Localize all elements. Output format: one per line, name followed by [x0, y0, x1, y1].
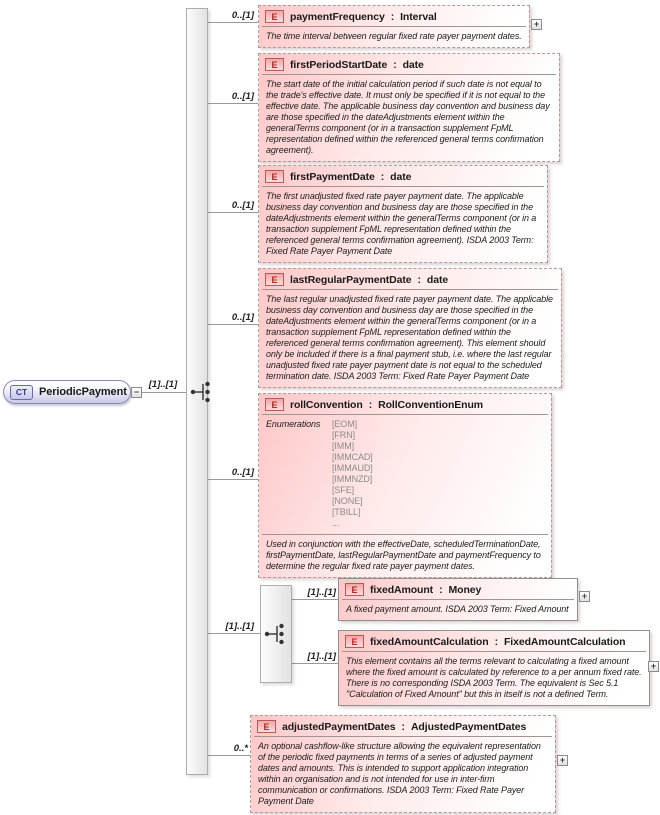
element-annotation: A fixed payment amount. ISDA 2003 Term: Fixed Amount: [346, 604, 569, 614]
element-annotation: An optional cashflow-like structure allowing the equivalent representation of the periodic fixed payments in terms of a series of adjusted payment dates and amounts. This is intended to support application integration within an organisation and is not intended for use in inter-firm communication or confirmations. ISDA 2003 Term: Fixed Rate Payer Payment Date: [258, 741, 541, 806]
element-annotation: The start date of the initial calculation period if such date is not equal to the trade's effective date. It must only be specified if it is not equal to the effective date. The applicable business day convention and business day are those specified in the dateAdjustments element within the generalTerms component (or in a transaction supplement FpML representation defined within the referenced general terms confirmation agreement).: [266, 79, 550, 155]
connector-line: [208, 633, 260, 634]
element-title: [259, 6, 529, 26]
enumerations-section: [259, 415, 551, 534]
element-title: [259, 394, 551, 414]
enumerations-values: [332, 419, 544, 529]
element-icon: E: [345, 635, 364, 648]
type-separator: :: [417, 273, 421, 286]
element-icon: E: [265, 273, 284, 286]
element-icon: E: [265, 58, 284, 71]
type-separator: :: [401, 720, 405, 733]
complex-type-name: PeriodicPayment: [39, 386, 127, 398]
element-name: fixedAmountCalculation: [370, 635, 489, 648]
element-type: date: [402, 58, 424, 71]
element-title: [339, 579, 577, 599]
element-icon: E: [345, 583, 364, 596]
choice-icon: [263, 622, 289, 646]
complex-type-periodicpayment[interactable]: [3, 380, 131, 404]
element-paymentfrequency[interactable]: [258, 5, 530, 48]
element-title: [259, 166, 547, 186]
element-type: FixedAmountCalculation: [503, 635, 626, 648]
type-separator: :: [393, 58, 397, 71]
element-icon: E: [265, 10, 284, 23]
cardinality-label: 0..[1]: [231, 200, 254, 211]
element-adjustedpaymentdates[interactable]: [250, 715, 556, 813]
element-firstperiodstartdate[interactable]: [258, 53, 560, 162]
connector-line: [208, 479, 258, 480]
type-separator: :: [494, 635, 498, 648]
enum-value: [IMM]: [332, 441, 354, 451]
cardinality-label: 0..[1]: [231, 467, 254, 478]
element-annotation: The last regular unadjusted fixed rate payer payment date. The applicable business day convention and business day are those specified in the dateAdjustments element within the generalTerms component (or in a transaction supplement FpML representation defined within the referenced general terms confirmation agreement). This element should only be included if there is a final payment stub, i.e. where the last regular unadjusted fixed rate payer payment date is not equal to the scheduled termination date. ISDA 2003 Term: Fixed Rate Payer Payment Date: [266, 294, 553, 381]
element-type: Interval: [400, 10, 437, 23]
element-fixedamountcalculation[interactable]: [338, 630, 650, 706]
element-name: adjustedPaymentDates: [282, 720, 396, 733]
connector-line: [208, 755, 250, 756]
expand-icon[interactable]: +: [579, 591, 590, 602]
element-type: RollConventionEnum: [378, 398, 484, 411]
element-name: paymentFrequency: [290, 10, 385, 23]
element-type: AdjustedPaymentDates: [410, 720, 527, 733]
element-title: [251, 716, 555, 736]
element-name: rollConvention: [290, 398, 363, 411]
enumerations-label: Enumerations: [266, 419, 321, 429]
connector-line: [208, 22, 258, 23]
enum-value: [SFE]: [332, 485, 355, 495]
connector-line: [208, 212, 258, 213]
element-title: [259, 54, 559, 74]
element-fixedamount[interactable]: [338, 578, 578, 621]
connector-line: [292, 599, 338, 600]
cardinality-label: [1]..[1]: [307, 651, 336, 662]
cardinality-label: 0..[1]: [231, 10, 254, 21]
type-separator: :: [368, 398, 373, 411]
element-type: date: [426, 273, 449, 286]
enum-value: [IMMAUD]: [332, 463, 373, 473]
element-lastregularpaymentdate[interactable]: [258, 268, 562, 388]
enum-value-ellipsis: ...: [332, 518, 340, 528]
expand-icon[interactable]: +: [531, 19, 542, 30]
cardinality-label: [1]..[1]: [148, 379, 178, 390]
element-title: [259, 269, 561, 289]
enum-value: [EOM]: [332, 419, 358, 429]
sequence-icon: [189, 380, 215, 404]
enum-value: [IMMNZD]: [332, 474, 373, 484]
element-annotation: The first unadjusted fixed rate payer payment date. The applicable business day convention and business day are those specified in the dateAdjustments element within the generalTerms component (or in a transaction supplement FpML representation defined within the referenced general terms confirmation agreement). ISDA 2003 Term: Fixed Rate Payer Payment Date: [266, 191, 537, 256]
element-annotation: Used in conjunction with the effectiveDate, scheduledTerminationDate, firstPaymentDate, lastRegularPaymentDate and paymentFrequency to determine the regular fixed rate payer payment dates.: [266, 539, 541, 571]
element-icon: E: [265, 398, 284, 411]
expand-icon[interactable]: +: [557, 755, 568, 766]
cardinality-label: 0..[1]: [231, 312, 254, 323]
element-name: firstPaymentDate: [290, 170, 375, 183]
enum-value: [NONE]: [332, 496, 363, 506]
expand-icon[interactable]: +: [648, 661, 659, 672]
element-icon: E: [265, 170, 284, 183]
element-icon: E: [257, 720, 276, 733]
enum-value: [TBILL]: [332, 507, 361, 517]
enum-value: [IMMCAD]: [332, 452, 373, 462]
type-separator: :: [439, 583, 443, 596]
cardinality-label: 0..*: [233, 743, 248, 754]
connector-line: [142, 392, 186, 393]
element-type: date: [390, 170, 412, 183]
element-annotation: The time interval between regular fixed rate payer payment dates.: [266, 31, 522, 41]
enum-value: [FRN]: [332, 430, 355, 440]
element-type: Money: [448, 583, 482, 596]
element-title: [339, 631, 649, 651]
element-name: lastRegularPaymentDate: [290, 273, 412, 286]
cardinality-label: [1]..[1]: [307, 587, 336, 598]
connector-line: [292, 663, 338, 664]
element-annotation: This element contains all the terms relevant to calculating a fixed amount where the fixed amount is calculated by reference to a per annum fixed rate. There is no corresponding ISDA 2003 Term. The equivalent is Sec 5.1 "Calculation of Fixed Amount" but this in itself is not a defined Term.: [346, 656, 642, 699]
type-separator: :: [390, 10, 395, 23]
element-name: fixedAmount: [370, 583, 434, 596]
connector-line: [208, 324, 258, 325]
cardinality-label: [1]..[1]: [225, 621, 254, 632]
complex-type-icon: CT: [10, 385, 33, 400]
connector-line: [208, 103, 258, 104]
element-rollconvention[interactable]: [258, 393, 552, 578]
cardinality-label: 0..[1]: [231, 91, 254, 102]
element-name: firstPeriodStartDate: [290, 58, 388, 71]
collapse-icon[interactable]: −: [131, 387, 142, 398]
element-firstpaymentdate[interactable]: [258, 165, 548, 263]
type-separator: :: [380, 170, 385, 183]
